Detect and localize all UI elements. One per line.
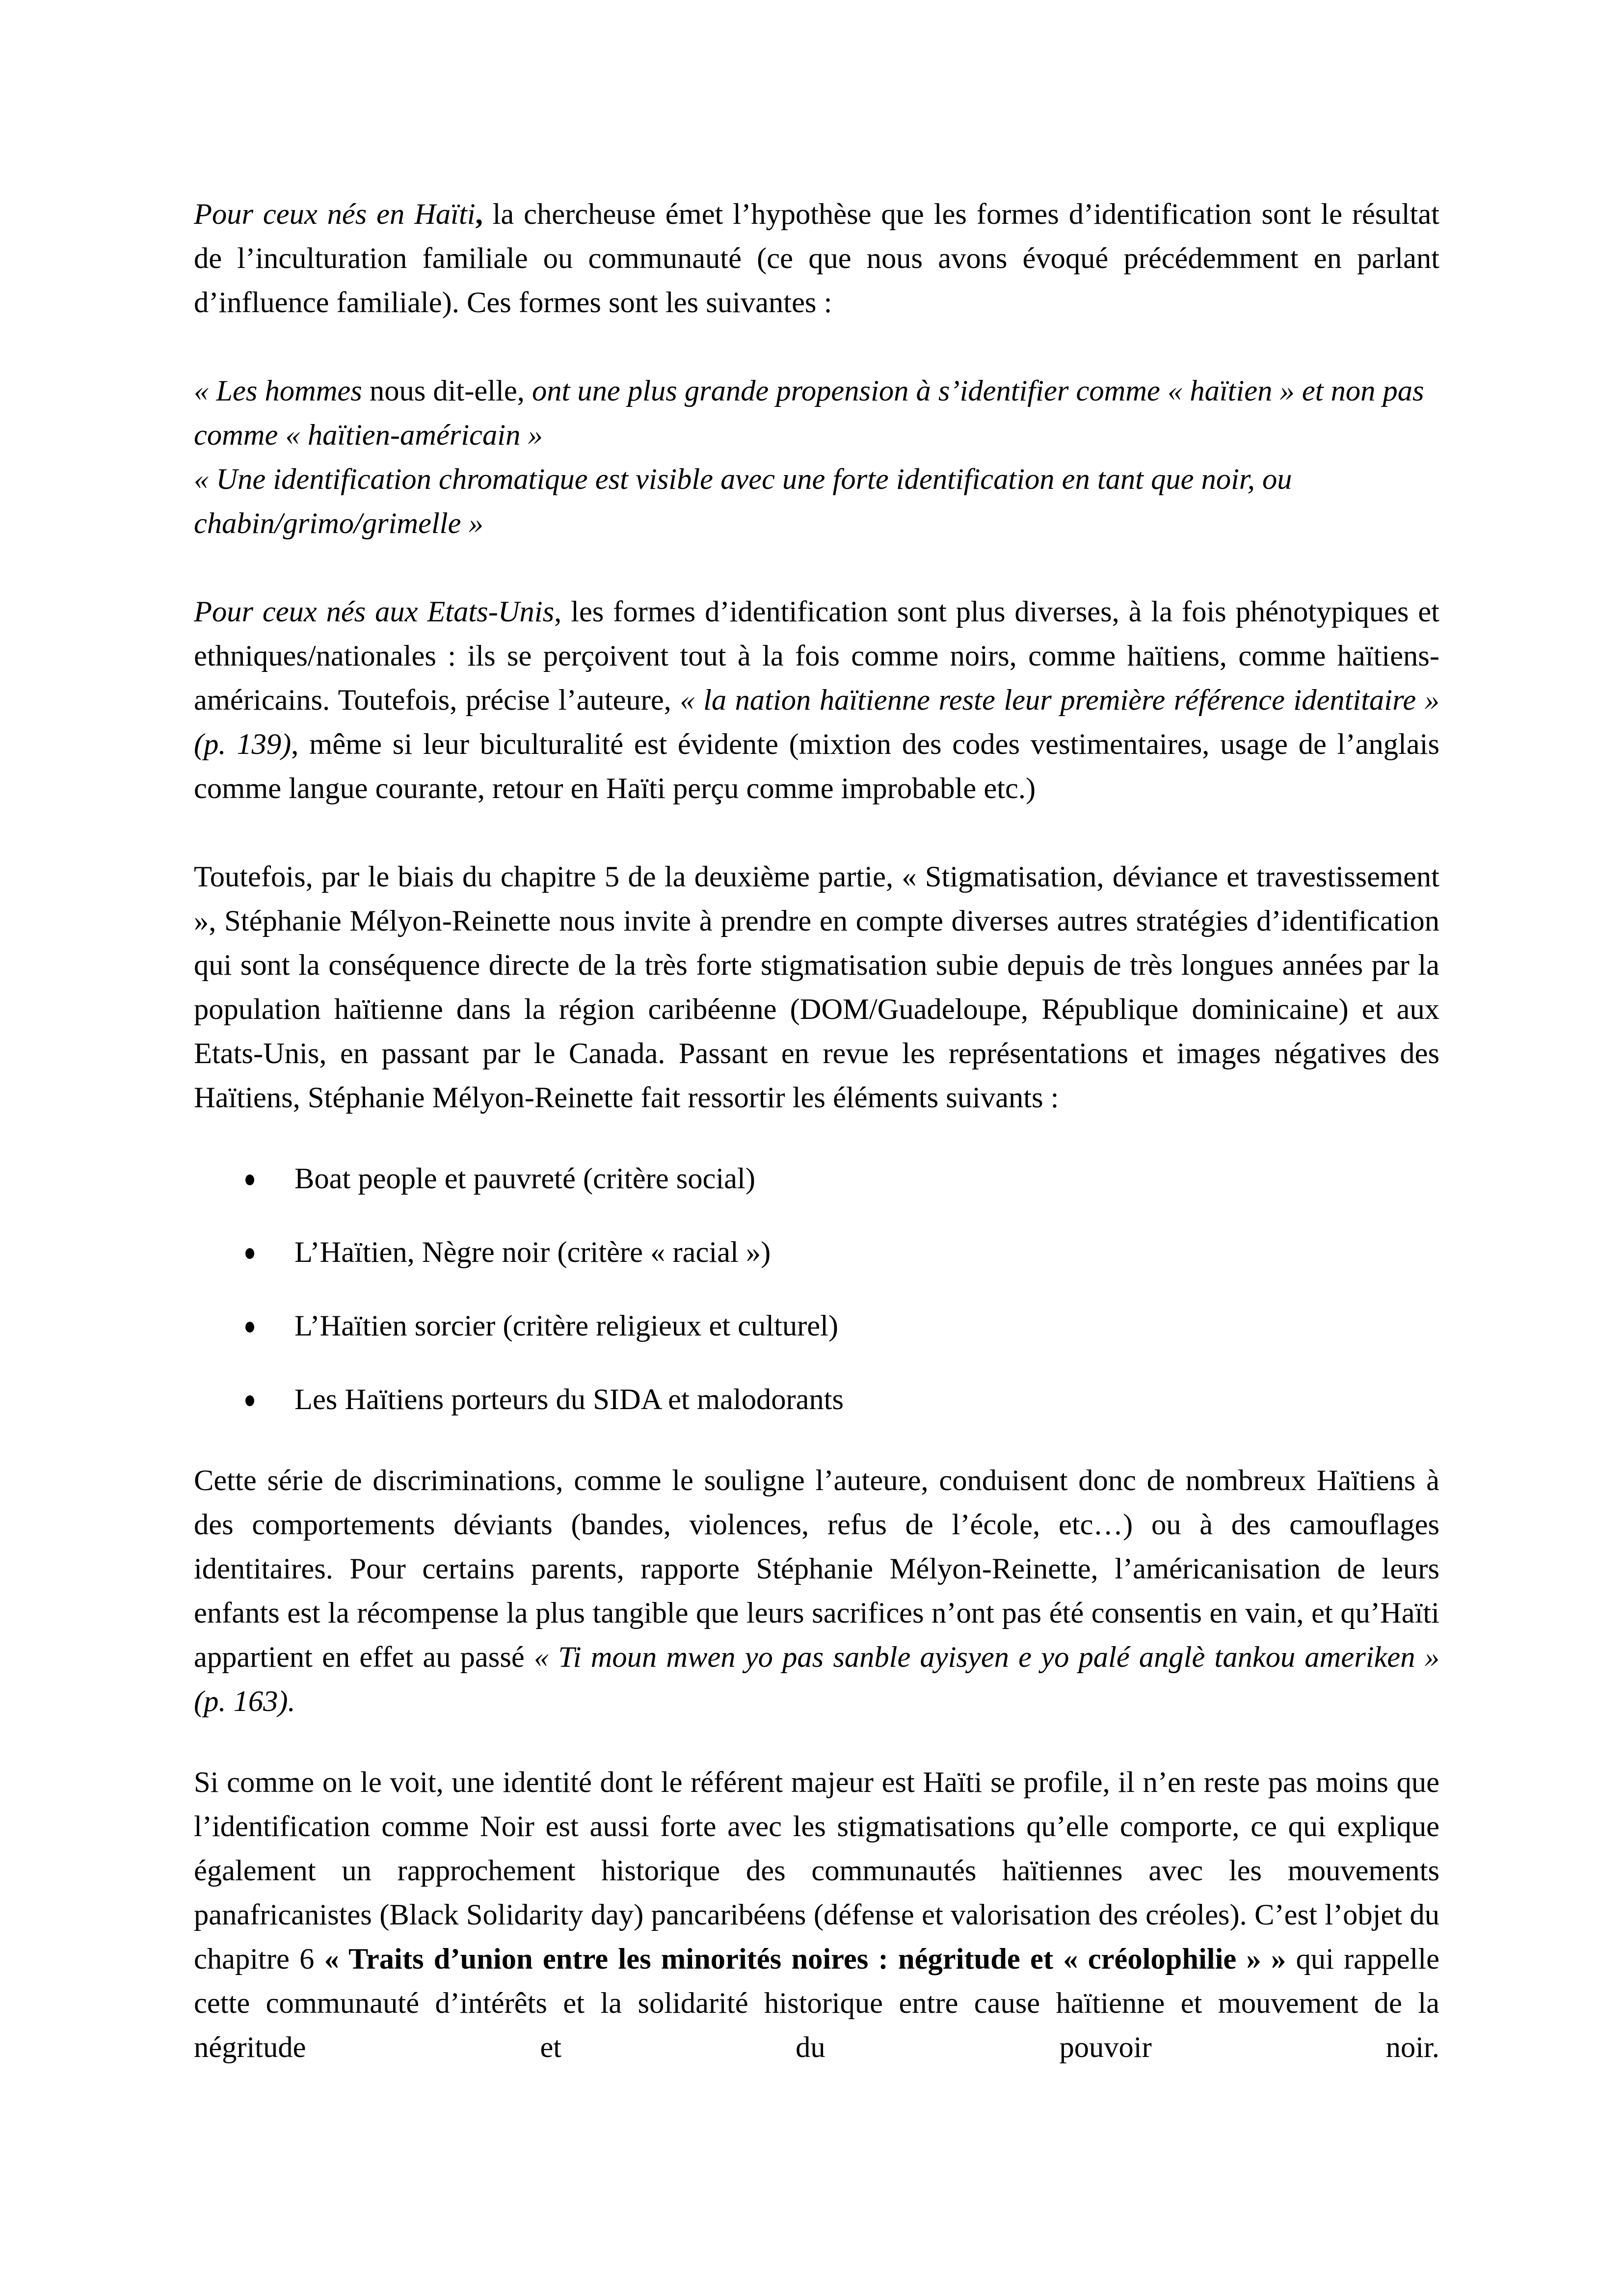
quote-inline-normal: nous dit-elle, [362,374,532,407]
paragraph-lead-italic: Pour ceux nés aux Etats-Unis [194,595,555,628]
bullet-icon [245,1248,254,1259]
list-item [194,1157,1439,1201]
paragraph-text: , les formes d’identification sont plus diverses, à la fois phénotypiques et ethniques/nationales : ils se perçoivent tout à la fois comme noirs, comme haïtiens, comme haïtiens-américains. Toutefois, précise l’auteure, [194,595,1439,717]
paragraph-chapter-5 [194,855,1439,1120]
paragraph-chapter-6 [194,1761,1439,2070]
document-page [194,192,1439,2070]
paragraph-text: Cette série de discriminations, comme le souligne l’auteure, conduisent donc de nombreux Haïtiens à des comportements déviants (bandes, violences, refus de l’école, etc…) ou à des camouflages identitaires. Pour certains parents, rapporte Stéphanie Mélyon-Reinette, l’américanisation de leurs enfants est la récompense la plus tangible que leurs sacrifices n’ont pas été consentis en vain, et qu’Haïti appartient en effet au passé [194,1464,1439,1674]
list-item [194,1378,1439,1422]
list-item-text: Boat people et pauvreté (critère social) [294,1162,755,1195]
stigma-list [194,1157,1439,1422]
bullet-icon [245,1395,254,1406]
quote-italic-start: « Les hommes [194,374,362,407]
paragraph-quote-italic: « la nation haïtienne reste leur première référence identitaire » (p. 139) [194,684,1440,761]
paragraph-born-in-haiti [194,192,1439,325]
paragraph-text-continued: qui rappelle cette communauté d’intérêts et la solidarité historique entre cause haïtienne et mouvement de la négritude et du pouvoir noir. [194,1943,1439,2064]
paragraph-born-in-us [194,590,1439,811]
paragraph-text: Si comme on le voit, une identité dont le référent majeur est Haïti se profile, il n’en reste pas moins que l’identification comme Noir est aussi forte avec les stigmatisations qu’elle comporte, ce qui explique également un rapprochement historique des communautés haïtiennes avec les mouvements panafricanistes (Black Solidarity day) pancaribéens (défense et valorisation des créoles). C’est l’objet du chapitre 6 [194,1766,1439,1976]
quote-italic: « Une identification chromatique est visible avec une forte identification en tant que noir, ou chabin/grimo/grimelle » [194,463,1292,540]
paragraph-text: la chercheuse émet l’hypothèse que les formes d’identification sont le résultat de l’inculturation familiale ou communauté (ce que nous avons évoqué précédemment en parlant d’influence familiale). Ces formes sont les suivantes : [194,198,1439,319]
bullet-icon [245,1175,254,1185]
list-item-text: L’Haïtien, Nègre noir (critère « racial ») [294,1236,771,1269]
paragraph-spacer [194,1422,1439,1459]
paragraph-text-continued: , même si leur biculturalité est évidente (mixtion des codes vestimentaires, usage de l’anglais comme langue courante, retour en Haïti perçu comme improbable etc.) [194,728,1440,805]
list-item-text: Les Haïtiens porteurs du SIDA et malodorants [294,1383,844,1416]
paragraph-lead-italic: Pour ceux nés en Haïti [194,198,476,231]
paragraph-spacer [194,811,1439,855]
chapter-title-bold: « Traits d’union entre les minorités noires : négritude et « créolophilie » » [324,1943,1286,1976]
paragraph-creole-quote: « Ti moun mwen yo pas sanble ayisyen e yo palé anglè tankou ameriken » (p. 163). [194,1641,1439,1718]
paragraph-text: Toutefois, par le biais du chapitre 5 de la deuxième partie, « Stigmatisation, déviance et travestissement », Stéphanie Mélyon-Reinette nous invite à prendre en compte diverses autres stratégies d’identification qui sont la conséquence directe de la très forte stigmatisation subie depuis de très longues années par la population haïtienne dans la région caribéenne (DOM/Guadeloupe, République dominicaine) et aux Etats-Unis, en passant par le Canada. Passant en revue les représentations et images négatives des Haïtiens, Stéphanie Mélyon-Reinette fait ressortir les éléments suivants : [194,860,1439,1114]
paragraph-discriminations [194,1459,1439,1724]
list-item [194,1230,1439,1275]
paragraph-spacer [194,1724,1439,1761]
quote-men-identification [194,369,1439,457]
paragraph-spacer [194,325,1439,369]
paragraph-spacer [194,546,1439,590]
list-item [194,1304,1439,1348]
paragraph-lead-comma: , [475,198,483,231]
quote-chromatic-identification [194,457,1439,546]
bullet-icon [245,1322,254,1333]
list-item-text: L’Haïtien sorcier (critère religieux et culturel) [294,1309,839,1342]
paragraph-spacer [194,1120,1439,1157]
quote-italic-rest: ont une plus grande propension à s’identifier comme « haïtien » et non pas comme « haïtien-américain » [194,374,1424,452]
